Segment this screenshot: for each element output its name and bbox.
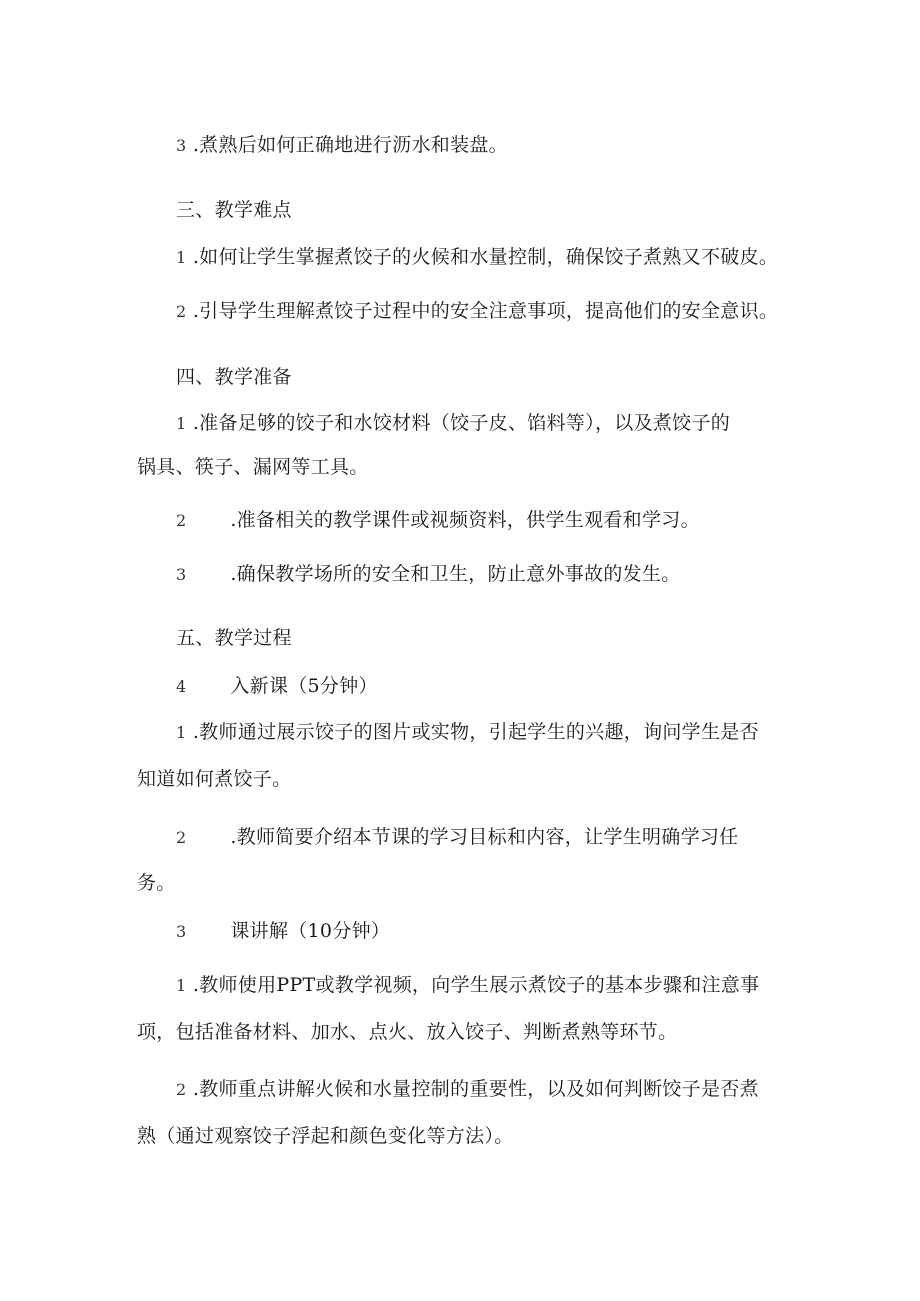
- item-text: 入新课（5分钟）: [230, 675, 378, 697]
- item-number: 2: [176, 511, 187, 530]
- item-number: 3: [176, 136, 187, 155]
- item-number: 1: [176, 414, 187, 433]
- item-number: 4: [176, 677, 187, 696]
- list-item: [176, 562, 681, 587]
- item-text: .准备足够的饺子和水饺材料（饺子皮、馅料等），以及煮饺子的: [192, 412, 731, 434]
- item-text-continued: 熟（通过观察饺子浮起和颜色变化等方法）。: [137, 1125, 514, 1147]
- item-number: 2: [176, 1080, 187, 1099]
- item-text-continued: 锅具、筷子、漏网等工具。: [137, 456, 369, 478]
- item-text: .确保教学场所的安全和卫生，防止意外事故的发生。: [230, 563, 681, 585]
- item-text: .煮熟后如何正确地进行沥水和装盘。: [192, 134, 508, 156]
- item-text: .教师使用PPT或教学视频，向学生展示煮饺子的基本步骤和注意事: [192, 974, 760, 996]
- item-number: 2: [176, 828, 187, 847]
- sub-heading: [176, 919, 390, 944]
- item-text: 课讲解（10分钟）: [230, 920, 391, 942]
- list-item: [176, 1077, 759, 1102]
- item-number: 3: [176, 922, 187, 941]
- item-text: .准备相关的教学课件或视频资料，供学生观看和学习。: [230, 509, 700, 531]
- item-text-continued: 知道如何煮饺子。: [137, 768, 292, 790]
- item-number: 1: [176, 976, 187, 995]
- item-number: 1: [176, 723, 187, 742]
- item-number: 2: [176, 302, 187, 321]
- list-item: [176, 133, 508, 158]
- section-heading: 三、教学难点: [176, 199, 292, 221]
- item-text: .教师重点讲解火候和水量控制的重要性，以及如何判断饺子是否煮: [192, 1078, 759, 1100]
- item-text: .教师通过展示饺子的图片或实物，引起学生的兴趣，询问学生是否: [192, 721, 759, 743]
- item-text: .教师简要介绍本节课的学习目标和内容，让学生明确学习任: [230, 826, 739, 848]
- list-item: [176, 720, 759, 745]
- section-heading: 四、教学准备: [176, 366, 292, 388]
- item-number: 3: [176, 565, 187, 584]
- item-text-continued: 务。: [137, 872, 176, 894]
- item-number: 1: [176, 248, 187, 267]
- list-item: [176, 245, 778, 270]
- item-text: .如何让学生掌握煮饺子的火候和水量控制，确保饺子煮熟又不破皮。: [192, 246, 779, 268]
- list-item: [176, 411, 730, 436]
- list-item: [176, 825, 739, 850]
- list-item: [176, 508, 700, 533]
- list-item: [176, 973, 759, 998]
- list-item: [176, 299, 778, 324]
- item-text: .引导学生理解煮饺子过程中的安全注意事项，提高他们的安全意识。: [192, 300, 779, 322]
- section-heading: 五、教学过程: [176, 627, 292, 649]
- sub-heading: [176, 674, 378, 699]
- item-text-continued: 项，包括准备材料、加水、点火、放入饺子、判断煮熟等环节。: [137, 1021, 678, 1043]
